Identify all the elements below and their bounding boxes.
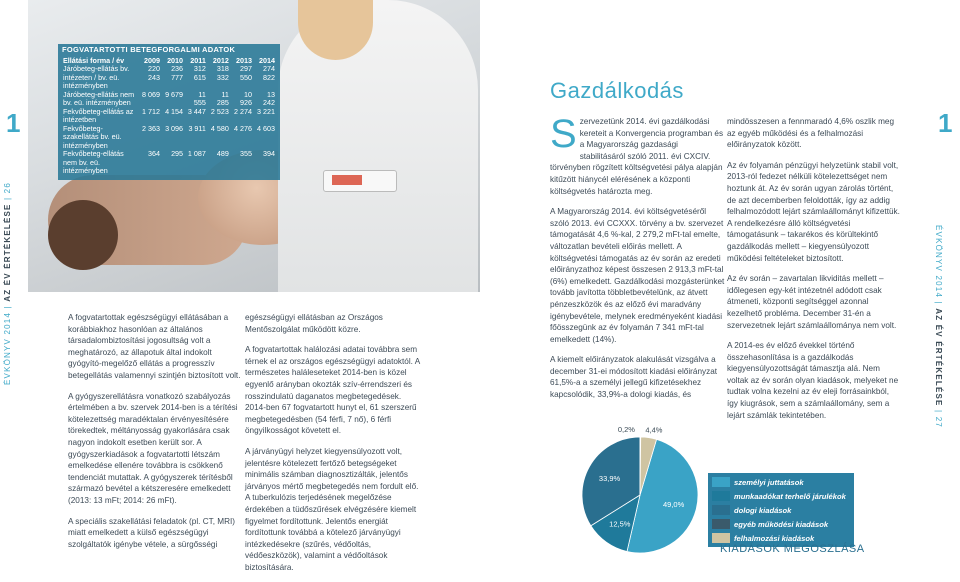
table-cell: 4 276 (233, 123, 252, 133)
table-cell: 220 243 (148, 64, 161, 82)
table-cell: 13 242 (263, 89, 275, 107)
pie-value-label: 12,5% (609, 519, 631, 529)
chapter-number-left: 1 (6, 108, 21, 138)
table-cell: 4 154 (165, 106, 184, 116)
legend-item (712, 489, 850, 503)
legend-label: munkaadókat terhelő járulékok (734, 491, 846, 501)
table-cell: 297 550 (239, 64, 252, 82)
table-cell: 2 523 (210, 106, 229, 116)
paragraph-intro (550, 112, 725, 197)
table-row (62, 125, 276, 151)
patient-traffic-table (58, 44, 280, 180)
table-row (62, 65, 276, 91)
table-cell: 1 712 (142, 106, 161, 116)
table-cell: 4 603 (257, 123, 275, 133)
paragraph: Az év során – zavartalan likviditás mellett – időlegesen egy-két intézetnél adódott csak átmeneti, központi segítséggel azonnal kezelhető probléma. December 31-én a szervezetnek lejárt számlaállománya nem volt. (727, 274, 897, 330)
table-header-cell: 2012 (212, 55, 229, 65)
text-column-1 (68, 312, 246, 559)
table-cell: 11 555 (193, 89, 206, 107)
table-cell: 318 332 (216, 64, 229, 82)
table-header-cell: 2014 (259, 55, 275, 65)
paragraph: A speciális szakellátási feladatok (pl. CT, MRI) miatt emelkedett a külső egészségügyi szolgáltatók igénybe vétele, a sürgősségi (68, 516, 235, 549)
table-row (62, 108, 276, 125)
pie-value-label: 0,2% (617, 425, 635, 435)
paragraph: egészségügyi ellátásban az Országos Mentőszolgálat működött közre. (245, 313, 383, 334)
table-cell: 3 447 (187, 106, 206, 116)
pie-value-label: 4,4% (645, 425, 663, 435)
legend-item (712, 475, 850, 489)
legend-swatch (712, 533, 730, 543)
chart-title: KIADÁSOK MEGOSZLÁSA (720, 543, 865, 555)
table-cell: 3 221 (257, 106, 275, 116)
side-page-number: 26 (3, 182, 12, 194)
table-cell: 295 (171, 149, 184, 158)
table-cell: 4 580 (210, 123, 229, 133)
side-brand: ÉVKÖNYV 2014 (934, 225, 943, 299)
side-label-right: ÉVKÖNYV 2014 | AZ ÉV ÉRTÉKELÉSE | 27 (934, 225, 943, 428)
table-cell: 274 822 (263, 64, 275, 82)
table-row-label: Járóbeteg-ellátás bv. intézeten / bv. eü. intézményben (63, 64, 130, 90)
side-section: AZ ÉV ÉRTÉKELÉSE (3, 203, 12, 302)
table-cell: 9 679 (165, 89, 184, 99)
legend-item (712, 503, 850, 517)
table-cell: 2 363 (142, 123, 161, 133)
table-header-cell: 2013 (235, 55, 252, 65)
text-column-2 (245, 312, 421, 582)
intro-text: zervezetünk 2014. évi gazdálkodási kereteit a Konvergencia programban és a Magyarország gazdasági stabilitásáról szóló 2011. évi CXCIV. törvényben rögzített költségvetési pálya alapján kitűzött hiánycél elérésének a központi költségvetés határozta meg. (550, 117, 724, 196)
table-row-label: Fekvőbeteg-szakellátás bv. eü. intézményben (63, 123, 122, 150)
table-row (62, 91, 276, 108)
paragraph: A Magyarország 2014. évi költségvetéséről szóló 2013. évi CCXXX. törvény a bv. szervezet támogatását 4,6 %-kal, 2 279,2 mFt-tal emelte, változatlan bevételi előirás mellett. A költségvetési támogatás az év során az eredeti előirányzathoz képest összesen 2 913,3 mFt-tal (6%) emelkedett. Gazdálkodási mozgásterünket tovább javította többletbevételünk, az átvett pénzeszközök és az előző évi maradvány igénybevétele, melynek eredményeként kiadási főösszegünk az év folyamán 7 341 mFt-tal emelkedett (14%). (550, 207, 725, 344)
chapter-number-right: 1 (938, 108, 953, 138)
paragraph: A járványügyi helyzet kiegyensúlyozott volt, jelentésre kötelezett fertőző betegségeket minimális számban diagnosztizálták, jelentős járványos mértő megbetegedés nem fordult elő. A tuberkulózis terjedésének megelőzése érdekében a tüdőszűrések elvégzésére kiemelt figyelmet fordítottunk. Jelentős energiát fordítottunk továbbá a kötelező járványügyi intézkedésekre (szűrés, védőoltás, védőeszközök), valamint a védőoltások biztosítására. (245, 446, 419, 572)
table-row-label: Fekvőbeteg-ellátás nem bv. eü. intézményben (63, 149, 124, 175)
paragraph: A fogvatartottak halálozási adatai továbbra sem térnek el az országos egészségügyi adatoktól. A természetes haláleseteket 2014-ben is közel egyenlő arányban okozták szív-érrendszeri és rosszindulatú daganatos megbetegedések. 2014-ben 67 fogvatartott hunyt el, 61 szerszerű megbetegedésben (54 férfi, 7 nő), 6 férfi öngyilkosságot követett el. (245, 345, 420, 436)
table-cell: 1 087 (187, 149, 206, 158)
table-cell: 394 (263, 149, 275, 158)
table-row-label: Fekvőbeteg-ellátás az intézetben (63, 106, 134, 124)
legend-item (712, 517, 850, 531)
table-header-cell: 2010 (167, 55, 184, 65)
side-page-number: 27 (934, 416, 943, 428)
expenses-pie-chart (570, 420, 710, 560)
paragraph: Az év folyamán pénzügyi helyzetünk stabil volt, 2013-ról fedezet nélküli kötelezettséget nem hoztunk át. Az év során ugyan zárolás történt, de azt decemberben feloldották, így az addig felhalmozódott lejárt számlaállományt kifizettük. A rendelkezésre álló költségvetési támogatásunk – takarékos és körültekintő gazdálkodás mellett – kiegyensúlyozott működési feltételeket biztosított. (727, 160, 900, 263)
paragraph: A gyógyszerellátásra vonatkozó szabályozás értelmében a bv. szervek 2014-ben is a térítési kötelezettség maradéktalan érvényesítésére törekedtek, méltányosság gyakorlására csak nagyon indokolt esetben került sor. A gyógyszerkiadások a fogvatartotti létszám emelkedése ellenére továbbra is csökkenő tendenciát mutattak. A gyógyszerek térítésből származó bevétel a kétszeresére emelkedett (2013: 13 mFt; 2014: 26 mFt). (68, 391, 238, 505)
table-cell: 2 274 (233, 106, 252, 116)
legend-swatch (712, 519, 730, 529)
drop-cap: S (550, 112, 577, 156)
side-brand: ÉVKÖNYV 2014 (3, 311, 12, 385)
table-cell: 10 926 (239, 89, 252, 107)
legend-label: felhalmozási kiadások (734, 533, 815, 543)
table-cell: 3 096 (165, 123, 184, 133)
pie-legend (708, 473, 854, 547)
table-title: FOGVATARTOTTI BETEGFORGALMI ADATOK (62, 45, 236, 54)
legend-label: dologi kiadások (734, 505, 792, 515)
legend-label: egyéb működési kiadások (734, 519, 829, 529)
photo-patient-head (48, 200, 118, 270)
side-section: AZ ÉV ÉRTÉKELÉSE (934, 308, 943, 407)
table-row (62, 150, 276, 176)
pie-value-label: 33,9% (598, 474, 621, 484)
table-cell: 355 (239, 149, 252, 158)
paragraph: A kiemelt előirányzatok alakulását vizsgálva a december 31-ei módosított kiadási előirányzat 61,5%-a a személyi jellegű kifizetésekhez kapcsolódik, 33,9%-a dologi kiadás, és (550, 355, 718, 400)
side-label-left: ÉVKÖNYV 2014 | AZ ÉV ÉRTÉKELÉSE | 26 (3, 182, 12, 385)
legend-swatch (712, 491, 730, 501)
legend-swatch (712, 477, 730, 487)
table-cell: 364 (148, 149, 161, 158)
table-cell: 312 615 (193, 64, 206, 82)
table-header-cell: 2011 (190, 55, 206, 65)
table-cell: 11 285 (216, 89, 229, 107)
legend-swatch (712, 505, 730, 515)
table-header-cell: 2009 (144, 55, 161, 65)
table-cell: 8 069 (142, 89, 161, 99)
table-header-cell: Ellátási forma / év (63, 55, 125, 65)
text-column-4 (727, 116, 902, 430)
pie-value-label: 49,0% (663, 499, 685, 509)
table-cell: 236 777 (171, 64, 184, 82)
table-grid (62, 57, 276, 176)
legend-label: személyi juttatások (734, 477, 804, 487)
paragraph: A 2014-es év előző évekkel történő összehasonlítása is a gazdálkodás kiegyensúlyozottságát támasztja alá. Nem voltak az év során olyan kiadások, melyeket ne tudtak volna kezelni az év eleji forrásainkból, így kiugrások, sem a számlaállomány, sem a lejárt számlák tekintetében. (727, 341, 899, 420)
text-column-3 (550, 112, 725, 410)
table-cell: 3 911 (188, 123, 206, 133)
table-cell: 489 (216, 149, 229, 158)
ultrasound-device-icon (323, 170, 397, 192)
paragraph: mindösszesen a fennmaradó 4,6% oszlik meg az egyéb működési és a felhalmozási előirányzatok között. (727, 117, 895, 150)
section-heading: Gazdálkodás (550, 78, 684, 103)
table-row-label: Járóbeteg-ellátás nem bv. eü. intézményben (63, 89, 135, 107)
paragraph: A fogvatartottak egészségügyi ellátásában a korábbiakhoz hasonlóan az általános társadalombiztosítási jogosultság volt a meghatározó, az állapotuk által indokolt gyógyító-megelőző ellátás a progresszív betegellátás valamennyi szintjén biztosított volt. (68, 313, 241, 380)
